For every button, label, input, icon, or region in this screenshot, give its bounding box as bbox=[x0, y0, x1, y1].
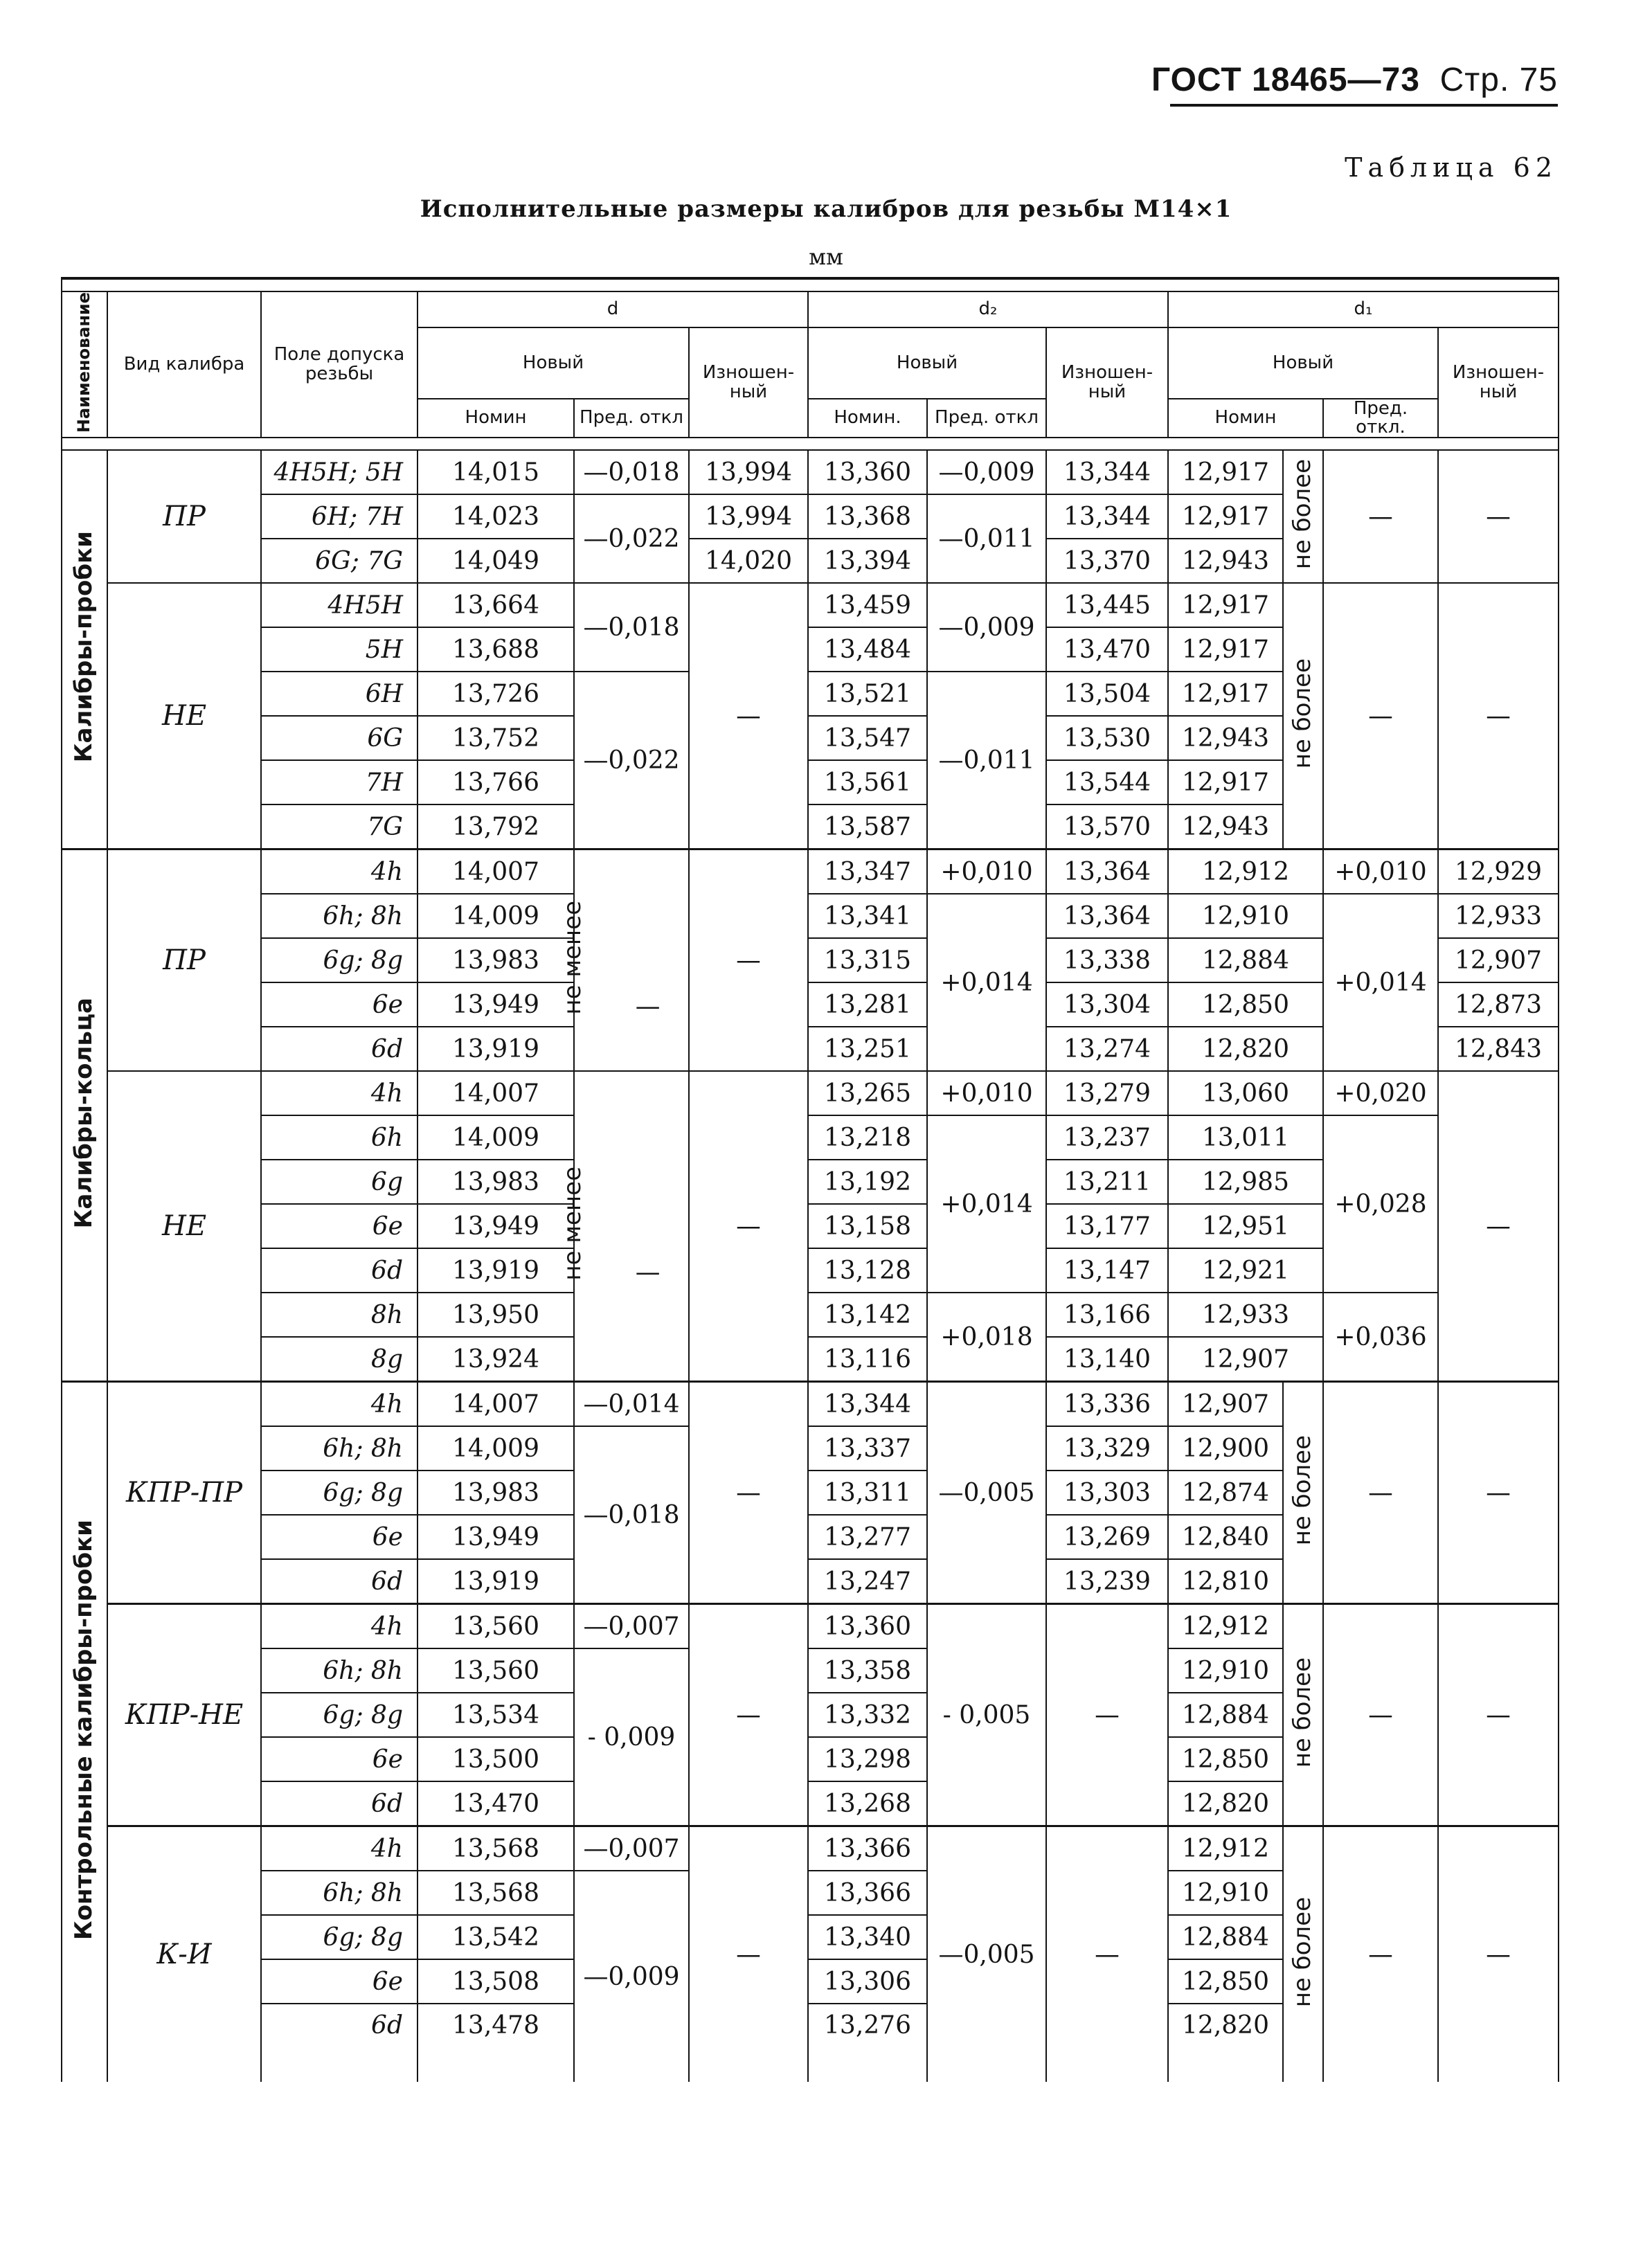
gauge-kind: ПР bbox=[107, 450, 261, 583]
d2-deviation: —0,005 bbox=[927, 1826, 1046, 2083]
gauge-kind: К-И bbox=[107, 1826, 261, 2083]
not-more-note: не более bbox=[1283, 1826, 1323, 2083]
d-value: 14,023 bbox=[418, 494, 574, 539]
tolerance-cell: 6e bbox=[261, 1515, 418, 1559]
d1-new-header: Новый bbox=[1168, 327, 1438, 399]
col-d2-header: d₂ bbox=[808, 291, 1168, 327]
d2-worn: 13,279 bbox=[1046, 1071, 1168, 1115]
d1-value: 12,907 bbox=[1168, 1382, 1283, 1427]
not-more-note: не более bbox=[1283, 583, 1323, 849]
d1-value: 12,884 bbox=[1168, 938, 1323, 982]
d-worn: 14,020 bbox=[689, 539, 808, 583]
d-value: 13,983 bbox=[418, 1471, 574, 1515]
d2-value: 13,265 bbox=[808, 1071, 927, 1115]
d-worn: — bbox=[689, 1604, 808, 1826]
d2-worn: 13,544 bbox=[1046, 760, 1168, 804]
d1-worn: — bbox=[1438, 450, 1559, 583]
d1-dev-header: Пред. откл. bbox=[1323, 399, 1438, 438]
d2-deviation: +0,018 bbox=[927, 1293, 1046, 1382]
tolerance-cell: 7H bbox=[261, 760, 418, 804]
d1-value: 13,011 bbox=[1168, 1115, 1323, 1160]
d-value: 13,949 bbox=[418, 1515, 574, 1559]
d2-worn: 13,370 bbox=[1046, 539, 1168, 583]
d2-deviation: +0,014 bbox=[927, 1115, 1046, 1293]
d2-worn: 13,445 bbox=[1046, 583, 1168, 627]
d1-value: 12,951 bbox=[1168, 1204, 1323, 1248]
d1-value: 12,907 bbox=[1168, 1337, 1323, 1382]
d2-worn: 13,274 bbox=[1046, 1027, 1168, 1071]
d-value: 13,560 bbox=[418, 1604, 574, 1649]
d-value: 14,015 bbox=[418, 450, 574, 494]
gauge-kind: КПР-НЕ bbox=[107, 1604, 261, 1826]
d1-value: 12,912 bbox=[1168, 1826, 1283, 1871]
d1-value: 12,917 bbox=[1168, 760, 1283, 804]
d-worn: — bbox=[689, 849, 808, 1072]
d1-value: 12,943 bbox=[1168, 716, 1283, 760]
d2-value: 13,251 bbox=[808, 1027, 927, 1071]
d1-deviation: — bbox=[1323, 1382, 1438, 1604]
d-dev-header: Пред. откл bbox=[574, 399, 689, 438]
d2-value: 13,459 bbox=[808, 583, 927, 627]
d2-value: 13,158 bbox=[808, 1204, 927, 1248]
d2-worn: 13,269 bbox=[1046, 1515, 1168, 1559]
d1-value: 12,943 bbox=[1168, 539, 1283, 583]
not-more-note: не более bbox=[1283, 450, 1323, 583]
tolerance-cell: 6g bbox=[261, 1160, 418, 1204]
tolerance-cell: 6h bbox=[261, 1115, 418, 1160]
d1-value: 12,850 bbox=[1168, 982, 1323, 1027]
d-value: 13,470 bbox=[418, 1781, 574, 1826]
tolerance-cell: 8g bbox=[261, 1337, 418, 1382]
d2-worn: 13,166 bbox=[1046, 1293, 1168, 1337]
d2-value: 13,276 bbox=[808, 2004, 927, 2082]
d1-worn: 12,843 bbox=[1438, 1027, 1559, 1071]
d2-worn: 13,344 bbox=[1046, 494, 1168, 539]
table-title: Исполнительные размеры калибров для резьбы М14×1 bbox=[420, 195, 1232, 223]
d2-value: 13,366 bbox=[808, 1826, 927, 1871]
d-value: 14,009 bbox=[418, 1426, 574, 1471]
unit-label: мм bbox=[809, 244, 843, 270]
tolerance-cell: 5H bbox=[261, 627, 418, 672]
tolerance-cell: 4h bbox=[261, 849, 418, 894]
tolerance-cell: 6G bbox=[261, 716, 418, 760]
d-value: 13,534 bbox=[418, 1693, 574, 1737]
d2-deviation: - 0,005 bbox=[927, 1604, 1046, 1826]
d-deviation: не менее — bbox=[574, 849, 689, 1072]
col-d-header: d bbox=[418, 291, 808, 327]
d-deviation: —0,018 bbox=[574, 1426, 689, 1604]
d1-deviation: — bbox=[1323, 1604, 1438, 1826]
d1-deviation: — bbox=[1323, 583, 1438, 849]
col-tolerance-header: Поле допуска резьбы bbox=[261, 291, 418, 438]
d2-value: 13,306 bbox=[808, 1959, 927, 2004]
tolerance-cell: 6H; 7H bbox=[261, 494, 418, 539]
d-value: 13,983 bbox=[418, 938, 574, 982]
d1-value: 12,884 bbox=[1168, 1693, 1283, 1737]
d-value: 14,007 bbox=[418, 849, 574, 894]
tolerance-cell: 6d bbox=[261, 1559, 418, 1604]
d1-worn: — bbox=[1438, 1604, 1559, 1826]
d-deviation: —0,022 bbox=[574, 494, 689, 583]
d2-value: 13,360 bbox=[808, 1604, 927, 1649]
page-header bbox=[1151, 61, 1558, 99]
d-value: 13,664 bbox=[418, 583, 574, 627]
d-value: 14,049 bbox=[418, 539, 574, 583]
d2-worn-header: Изношен- ный bbox=[1046, 327, 1168, 438]
d1-deviation: — bbox=[1323, 1826, 1438, 2083]
tolerance-cell: 4h bbox=[261, 1071, 418, 1115]
d-deviation: —0,007 bbox=[574, 1604, 689, 1649]
d2-worn: 13,140 bbox=[1046, 1337, 1168, 1382]
d1-value: 12,943 bbox=[1168, 804, 1283, 849]
d1-worn-header: Изношен- ный bbox=[1438, 327, 1559, 438]
d-value: 13,949 bbox=[418, 1204, 574, 1248]
d2-value: 13,344 bbox=[808, 1382, 927, 1427]
d2-worn: 13,470 bbox=[1046, 627, 1168, 672]
d2-value: 13,358 bbox=[808, 1648, 927, 1693]
d2-value: 13,394 bbox=[808, 539, 927, 583]
d-new-header: Новый bbox=[418, 327, 689, 399]
tolerance-cell: 6e bbox=[261, 1959, 418, 2004]
tolerance-cell: 6g; 8g bbox=[261, 1471, 418, 1515]
d2-dev-header: Пред. откл bbox=[927, 399, 1046, 438]
d1-value: 12,985 bbox=[1168, 1160, 1323, 1204]
tolerance-cell: 6h; 8h bbox=[261, 1871, 418, 1915]
d-worn: 13,994 bbox=[689, 494, 808, 539]
d2-worn: 13,504 bbox=[1046, 672, 1168, 716]
d2-deviation: +0,010 bbox=[927, 849, 1046, 894]
d-deviation: —0,018 bbox=[574, 450, 689, 494]
d-value: 13,919 bbox=[418, 1559, 574, 1604]
d1-value: 12,921 bbox=[1168, 1248, 1323, 1293]
d2-worn: 13,338 bbox=[1046, 938, 1168, 982]
d2-value: 13,547 bbox=[808, 716, 927, 760]
d1-deviation: +0,010 bbox=[1323, 849, 1438, 894]
d2-new-header: Новый bbox=[808, 327, 1046, 399]
group-label: Контрольные калибры-пробки bbox=[62, 1382, 107, 2083]
d1-value: 12,840 bbox=[1168, 1515, 1283, 1559]
not-more-note: не более bbox=[1283, 1604, 1323, 1826]
d-value: 13,478 bbox=[418, 2004, 574, 2082]
d-value: 13,568 bbox=[418, 1826, 574, 1871]
d2-value: 13,281 bbox=[808, 982, 927, 1027]
d-value: 13,688 bbox=[418, 627, 574, 672]
gauge-kind: КПР-ПР bbox=[107, 1382, 261, 1604]
d-value: 13,500 bbox=[418, 1737, 574, 1781]
d2-value: 13,366 bbox=[808, 1871, 927, 1915]
d2-deviation: —0,011 bbox=[927, 494, 1046, 583]
tolerance-cell: 6d bbox=[261, 1027, 418, 1071]
not-more-note: не более bbox=[1283, 1382, 1323, 1604]
col-kind-header: Вид калибра bbox=[107, 291, 261, 438]
d1-value: 12,900 bbox=[1168, 1426, 1283, 1471]
d-worn: — bbox=[689, 1071, 808, 1382]
d2-worn: — bbox=[1046, 1826, 1168, 2083]
group-label: Калибры-кольца bbox=[62, 849, 107, 1382]
d-worn-header: Изношен- ный bbox=[689, 327, 808, 438]
tolerance-cell: 6h; 8h bbox=[261, 1426, 418, 1471]
d1-value: 12,820 bbox=[1168, 1781, 1283, 1826]
tolerance-cell: 6d bbox=[261, 2004, 418, 2082]
d2-worn: 13,344 bbox=[1046, 450, 1168, 494]
tolerance-cell: 6h; 8h bbox=[261, 894, 418, 938]
d2-value: 13,247 bbox=[808, 1559, 927, 1604]
d2-value: 13,315 bbox=[808, 938, 927, 982]
d2-value: 13,521 bbox=[808, 672, 927, 716]
d2-worn: — bbox=[1046, 1604, 1168, 1826]
d2-value: 13,561 bbox=[808, 760, 927, 804]
gauge-kind: ПР bbox=[107, 849, 261, 1072]
d-deviation: —0,009 bbox=[574, 1871, 689, 2082]
d1-value: 12,910 bbox=[1168, 894, 1323, 938]
page-number: Стр. 75 bbox=[1439, 62, 1558, 98]
d2-value: 13,298 bbox=[808, 1737, 927, 1781]
d2-value: 13,360 bbox=[808, 450, 927, 494]
d2-worn: 13,239 bbox=[1046, 1559, 1168, 1604]
d1-deviation: +0,028 bbox=[1323, 1115, 1438, 1293]
d1-deviation: +0,036 bbox=[1323, 1293, 1438, 1382]
tolerance-cell: 6G; 7G bbox=[261, 539, 418, 583]
tolerance-cell: 6d bbox=[261, 1781, 418, 1826]
d1-value: 12,917 bbox=[1168, 450, 1283, 494]
tolerance-cell: 4h bbox=[261, 1382, 418, 1427]
d1-worn: 12,873 bbox=[1438, 982, 1559, 1027]
d1-value: 12,820 bbox=[1168, 1027, 1323, 1071]
tolerance-cell: 4h bbox=[261, 1826, 418, 1871]
d2-worn: 13,530 bbox=[1046, 716, 1168, 760]
d-deviation: —0,014 bbox=[574, 1382, 689, 1427]
d1-worn: — bbox=[1438, 1826, 1559, 2083]
d-value: 13,752 bbox=[418, 716, 574, 760]
tolerance-cell: 4h bbox=[261, 1604, 418, 1649]
standard-number: ГОСТ 18465—73 bbox=[1151, 62, 1420, 98]
d1-value: 12,933 bbox=[1168, 1293, 1323, 1337]
d-nominal-header: Номин bbox=[418, 399, 574, 438]
d-value: 14,009 bbox=[418, 1115, 574, 1160]
gauge-kind: НЕ bbox=[107, 1071, 261, 1382]
d2-value: 13,341 bbox=[808, 894, 927, 938]
d-value: 13,766 bbox=[418, 760, 574, 804]
tolerance-cell: 8h bbox=[261, 1293, 418, 1337]
tolerance-cell: 6e bbox=[261, 1737, 418, 1781]
d2-deviation: +0,014 bbox=[927, 894, 1046, 1071]
d2-value: 13,192 bbox=[808, 1160, 927, 1204]
d1-value: 12,917 bbox=[1168, 583, 1283, 627]
col-name-header: Наименование bbox=[62, 291, 107, 438]
d-deviation: не менее — bbox=[574, 1071, 689, 1382]
d2-worn: 13,177 bbox=[1046, 1204, 1168, 1248]
d2-worn: 13,570 bbox=[1046, 804, 1168, 849]
d1-worn: — bbox=[1438, 1071, 1559, 1382]
tolerance-cell: 4H5H; 5H bbox=[261, 450, 418, 494]
d2-value: 13,368 bbox=[808, 494, 927, 539]
d1-value: 12,874 bbox=[1168, 1471, 1283, 1515]
d1-value: 12,850 bbox=[1168, 1737, 1283, 1781]
d-value: 13,792 bbox=[418, 804, 574, 849]
d1-deviation: — bbox=[1323, 450, 1438, 583]
d1-worn: — bbox=[1438, 1382, 1559, 1604]
d1-value: 12,850 bbox=[1168, 1959, 1283, 2004]
d1-value: 12,917 bbox=[1168, 494, 1283, 539]
d1-value: 12,820 bbox=[1168, 2004, 1283, 2082]
tolerance-cell: 6h; 8h bbox=[261, 1648, 418, 1693]
table-number: Таблица 62 bbox=[1345, 152, 1558, 183]
tolerance-cell: 6e bbox=[261, 1204, 418, 1248]
d1-nominal-header: Номин bbox=[1168, 399, 1323, 438]
d-value: 13,542 bbox=[418, 1915, 574, 1959]
d1-value: 12,912 bbox=[1168, 849, 1323, 894]
d1-deviation: +0,020 bbox=[1323, 1071, 1438, 1115]
d2-value: 13,218 bbox=[808, 1115, 927, 1160]
d2-deviation: —0,005 bbox=[927, 1382, 1046, 1604]
d-deviation: —0,018 bbox=[574, 583, 689, 672]
d2-value: 13,340 bbox=[808, 1915, 927, 1959]
d-value: 14,009 bbox=[418, 894, 574, 938]
d-value: 13,726 bbox=[418, 672, 574, 716]
d2-value: 13,484 bbox=[808, 627, 927, 672]
d1-value: 12,912 bbox=[1168, 1604, 1283, 1649]
d2-worn: 13,329 bbox=[1046, 1426, 1168, 1471]
d-value: 14,007 bbox=[418, 1071, 574, 1115]
d2-value: 13,311 bbox=[808, 1471, 927, 1515]
col-d1-header: d₁ bbox=[1168, 291, 1559, 327]
d2-value: 13,128 bbox=[808, 1248, 927, 1293]
d2-value: 13,268 bbox=[808, 1781, 927, 1826]
d-value: 13,919 bbox=[418, 1027, 574, 1071]
d1-value: 13,060 bbox=[1168, 1071, 1323, 1115]
d2-value: 13,332 bbox=[808, 1693, 927, 1737]
d1-value: 12,810 bbox=[1168, 1559, 1283, 1604]
d2-worn: 13,303 bbox=[1046, 1471, 1168, 1515]
d-value: 13,508 bbox=[418, 1959, 574, 2004]
d2-worn: 13,304 bbox=[1046, 982, 1168, 1027]
d-value: 13,949 bbox=[418, 982, 574, 1027]
d2-value: 13,337 bbox=[808, 1426, 927, 1471]
d2-deviation: —0,011 bbox=[927, 672, 1046, 849]
d2-nominal-header: Номин. bbox=[808, 399, 927, 438]
d2-worn: 13,364 bbox=[1046, 894, 1168, 938]
d2-worn: 13,364 bbox=[1046, 849, 1168, 894]
tolerance-cell: 6d bbox=[261, 1248, 418, 1293]
d1-deviation: +0,014 bbox=[1323, 894, 1438, 1071]
tolerance-cell: 4H5H bbox=[261, 583, 418, 627]
d2-deviation: —0,009 bbox=[927, 583, 1046, 672]
d2-value: 13,277 bbox=[808, 1515, 927, 1559]
d2-worn: 13,237 bbox=[1046, 1115, 1168, 1160]
tolerance-cell: 6e bbox=[261, 982, 418, 1027]
d2-deviation: —0,009 bbox=[927, 450, 1046, 494]
d1-worn: 12,929 bbox=[1438, 849, 1559, 894]
d1-value: 12,910 bbox=[1168, 1871, 1283, 1915]
d-value: 14,007 bbox=[418, 1382, 574, 1427]
tolerance-cell: 6H bbox=[261, 672, 418, 716]
d1-worn: — bbox=[1438, 583, 1559, 849]
d-worn: — bbox=[689, 1826, 808, 2083]
d-value: 13,919 bbox=[418, 1248, 574, 1293]
d1-worn: 12,933 bbox=[1438, 894, 1559, 938]
d1-worn: 12,907 bbox=[1438, 938, 1559, 982]
d-worn: 13,994 bbox=[689, 450, 808, 494]
d-deviation: —0,007 bbox=[574, 1826, 689, 1871]
d2-deviation: +0,010 bbox=[927, 1071, 1046, 1115]
d2-worn: 13,211 bbox=[1046, 1160, 1168, 1204]
d2-value: 13,142 bbox=[808, 1293, 927, 1337]
d2-value: 13,116 bbox=[808, 1337, 927, 1382]
d2-worn: 13,147 bbox=[1046, 1248, 1168, 1293]
d2-value: 13,587 bbox=[808, 804, 927, 849]
tolerance-cell: 6g; 8g bbox=[261, 1915, 418, 1959]
tolerance-cell: 7G bbox=[261, 804, 418, 849]
d2-worn: 13,336 bbox=[1046, 1382, 1168, 1427]
d-deviation: - 0,009 bbox=[574, 1648, 689, 1826]
header-rule bbox=[1170, 104, 1558, 107]
d1-value: 12,910 bbox=[1168, 1648, 1283, 1693]
d-value: 13,560 bbox=[418, 1648, 574, 1693]
gauge-table bbox=[61, 277, 1559, 2082]
d2-value: 13,347 bbox=[808, 849, 927, 894]
d1-value: 12,917 bbox=[1168, 627, 1283, 672]
d-value: 13,950 bbox=[418, 1293, 574, 1337]
gauge-kind: НЕ bbox=[107, 583, 261, 849]
d-value: 13,924 bbox=[418, 1337, 574, 1382]
tolerance-cell: 6g; 8g bbox=[261, 938, 418, 982]
tolerance-cell: 6g; 8g bbox=[261, 1693, 418, 1737]
d-value: 13,568 bbox=[418, 1871, 574, 1915]
d-worn: — bbox=[689, 1382, 808, 1604]
group-label: Калибры-пробки bbox=[62, 450, 107, 849]
d1-value: 12,884 bbox=[1168, 1915, 1283, 1959]
d1-value: 12,917 bbox=[1168, 672, 1283, 716]
d-deviation: —0,022 bbox=[574, 672, 689, 849]
d-value: 13,983 bbox=[418, 1160, 574, 1204]
d-worn: — bbox=[689, 583, 808, 849]
